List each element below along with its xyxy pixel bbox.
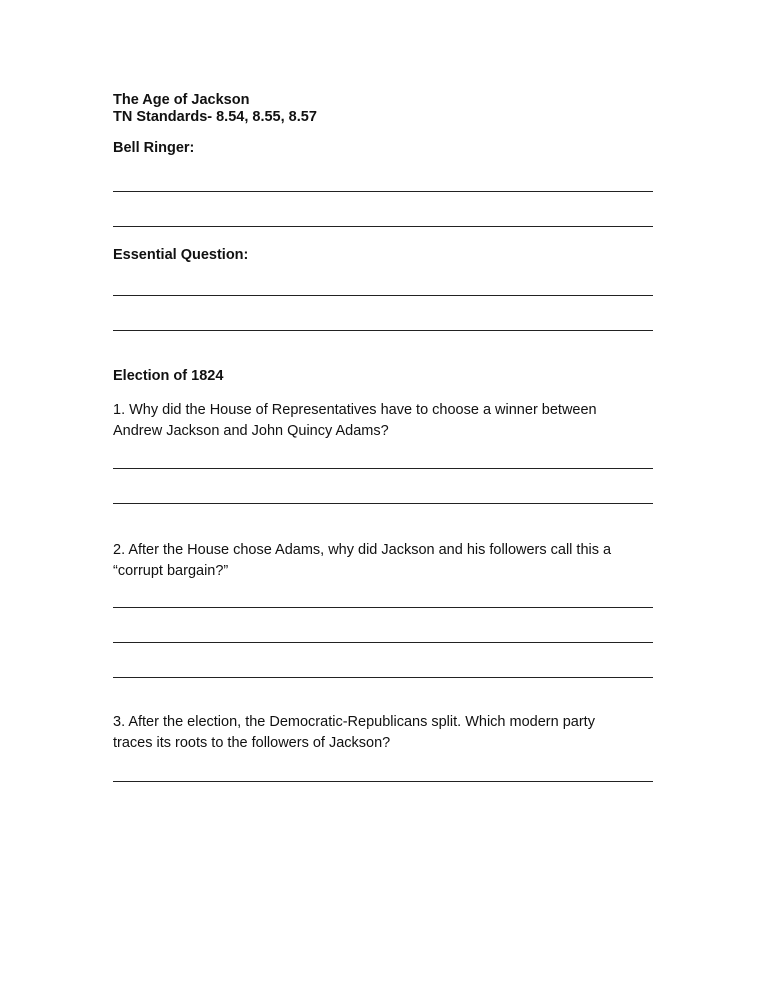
question-1-line-2: Andrew Jackson and John Quincy Adams?: [113, 423, 389, 439]
bell-ringer-heading: Bell Ringer:: [113, 140, 195, 156]
answer-line: [113, 781, 653, 782]
question-1-line-1: 1. Why did the House of Representatives have to choose a winner between: [113, 402, 597, 418]
answer-line: [113, 607, 653, 608]
question-2-line-1: 2. After the House chose Adams, why did Jackson and his followers call this a: [113, 542, 612, 558]
question-3-line-1: 3. After the election, the Democratic-Republicans split. Which modern party: [113, 714, 595, 730]
answer-line: [113, 642, 653, 643]
answer-line: [113, 503, 653, 504]
question-3-line-2: traces its roots to the followers of Jackson?: [113, 735, 391, 751]
answer-line: [113, 226, 653, 227]
answer-line: [113, 468, 653, 469]
standards-line: TN Standards- 8.54, 8.55, 8.57: [113, 109, 317, 125]
election-1824-heading: Election of 1824: [113, 368, 224, 384]
question-2-line-2: “corrupt bargain?”: [113, 563, 229, 579]
answer-line: [113, 677, 653, 678]
worksheet-title: The Age of Jackson: [113, 92, 250, 108]
answer-line: [113, 191, 653, 192]
answer-line: [113, 330, 653, 331]
answer-line: [113, 295, 653, 296]
essential-question-heading: Essential Question:: [113, 247, 249, 263]
